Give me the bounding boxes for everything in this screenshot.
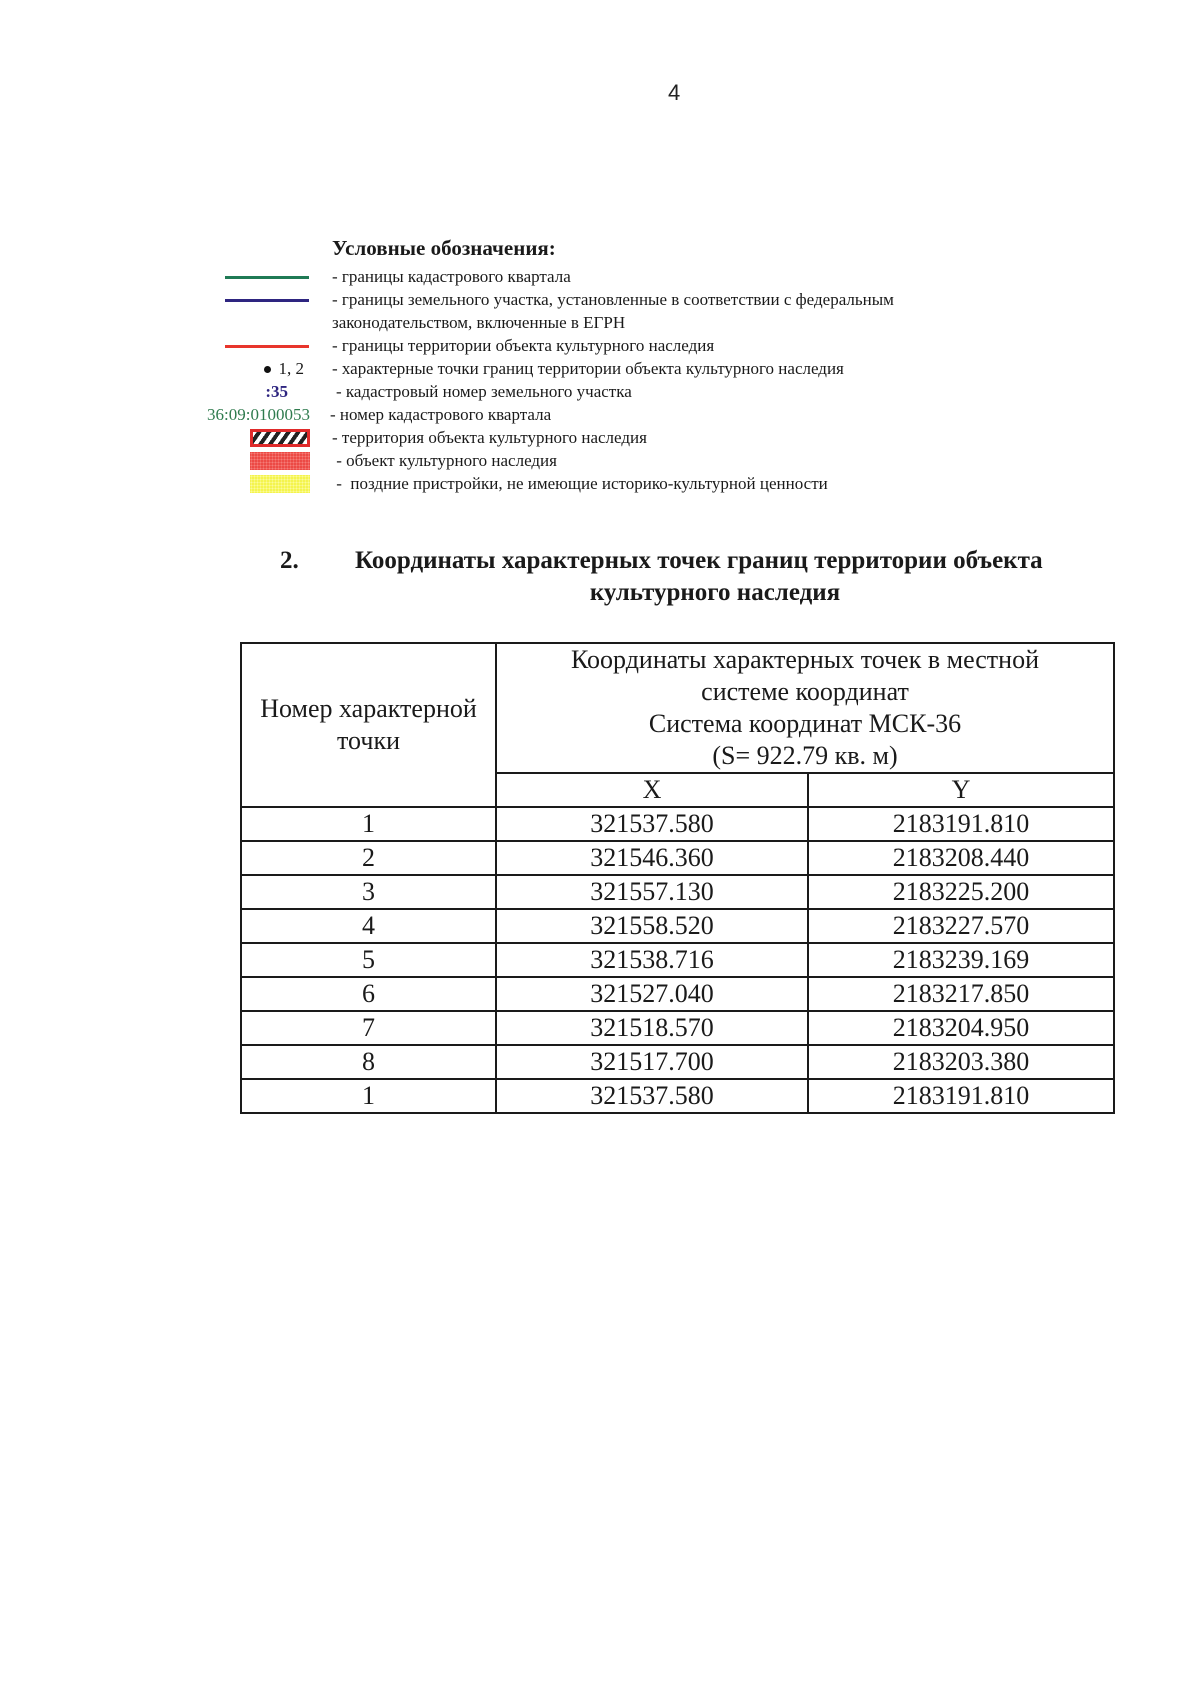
- header-point-number: Номер характерной точки: [241, 643, 496, 807]
- legend-item-land-plot-boundary-cont: законодательством, включенные в ЕГРН: [332, 313, 626, 332]
- legend-title: Условные обозначения:: [332, 236, 556, 260]
- header-x: X: [496, 773, 808, 807]
- header-y: Y: [808, 773, 1114, 807]
- table-row: 3 321557.130 2183225.200: [241, 875, 1114, 909]
- legend-item-heritage-object: - объект культурного наследия: [160, 450, 1060, 472]
- quarter-number-sample: 36:09:0100053: [207, 405, 310, 424]
- point-dot-icon: [264, 366, 271, 373]
- red-line-icon: [225, 345, 309, 348]
- table-row: 6 321527.040 2183217.850: [241, 977, 1114, 1011]
- legend-item-land-plot-boundary: - границы земельного участка, установленные в соответствии с федеральным: [160, 289, 1060, 311]
- section-title-line2: культурного наследия: [589, 579, 841, 606]
- legend-item-parcel-number: :35 - кадастровый номер земельного участка: [265, 382, 632, 401]
- header-coordinates: Координаты характерных точек в местной системе координат Система координат МСК-36 (S= 922.79 кв. м): [496, 643, 1114, 773]
- parcel-number-sample: :35: [265, 382, 288, 401]
- table-row: 7 321518.570 2183204.950: [241, 1011, 1114, 1045]
- legend-item-heritage-territory: - территория объекта культурного наследия: [160, 427, 1060, 449]
- green-line-icon: [225, 276, 309, 279]
- yellow-fill-box-icon: [250, 475, 310, 493]
- purple-line-icon: [225, 299, 309, 302]
- section-title-line1: Координаты характерных точек границ территории объекта: [355, 547, 1043, 574]
- legend-item-characteristic-points: 1, 2 - характерные точки границ территории объекта культурного наследия: [160, 358, 1060, 380]
- table-row: 1 321537.580 2183191.810: [241, 1079, 1114, 1113]
- hatched-box-icon: [250, 429, 310, 447]
- table-row: 4 321558.520 2183227.570: [241, 909, 1114, 943]
- section-number: 2.: [280, 547, 299, 574]
- page-number: 4: [668, 80, 681, 105]
- legend-item-cadastral-quarter-boundary: - границы кадастрового квартала: [160, 266, 1060, 288]
- legend-item-late-additions: - поздние пристройки, не имеющие историко-культурной ценности: [160, 473, 1060, 495]
- table-row: 2 321546.360 2183208.440: [241, 841, 1114, 875]
- red-fill-box-icon: [250, 452, 310, 470]
- coordinates-table: [240, 642, 1115, 1114]
- legend-item-heritage-territory-boundary: - границы территории объекта культурного наследия: [160, 335, 1060, 357]
- table-row: 8 321517.700 2183203.380: [241, 1045, 1114, 1079]
- table-row: 1 321537.580 2183191.810: [241, 807, 1114, 841]
- legend-item-quarter-number: 36:09:0100053 - номер кадастрового квартала: [207, 405, 552, 424]
- table-row: 5 321538.716 2183239.169: [241, 943, 1114, 977]
